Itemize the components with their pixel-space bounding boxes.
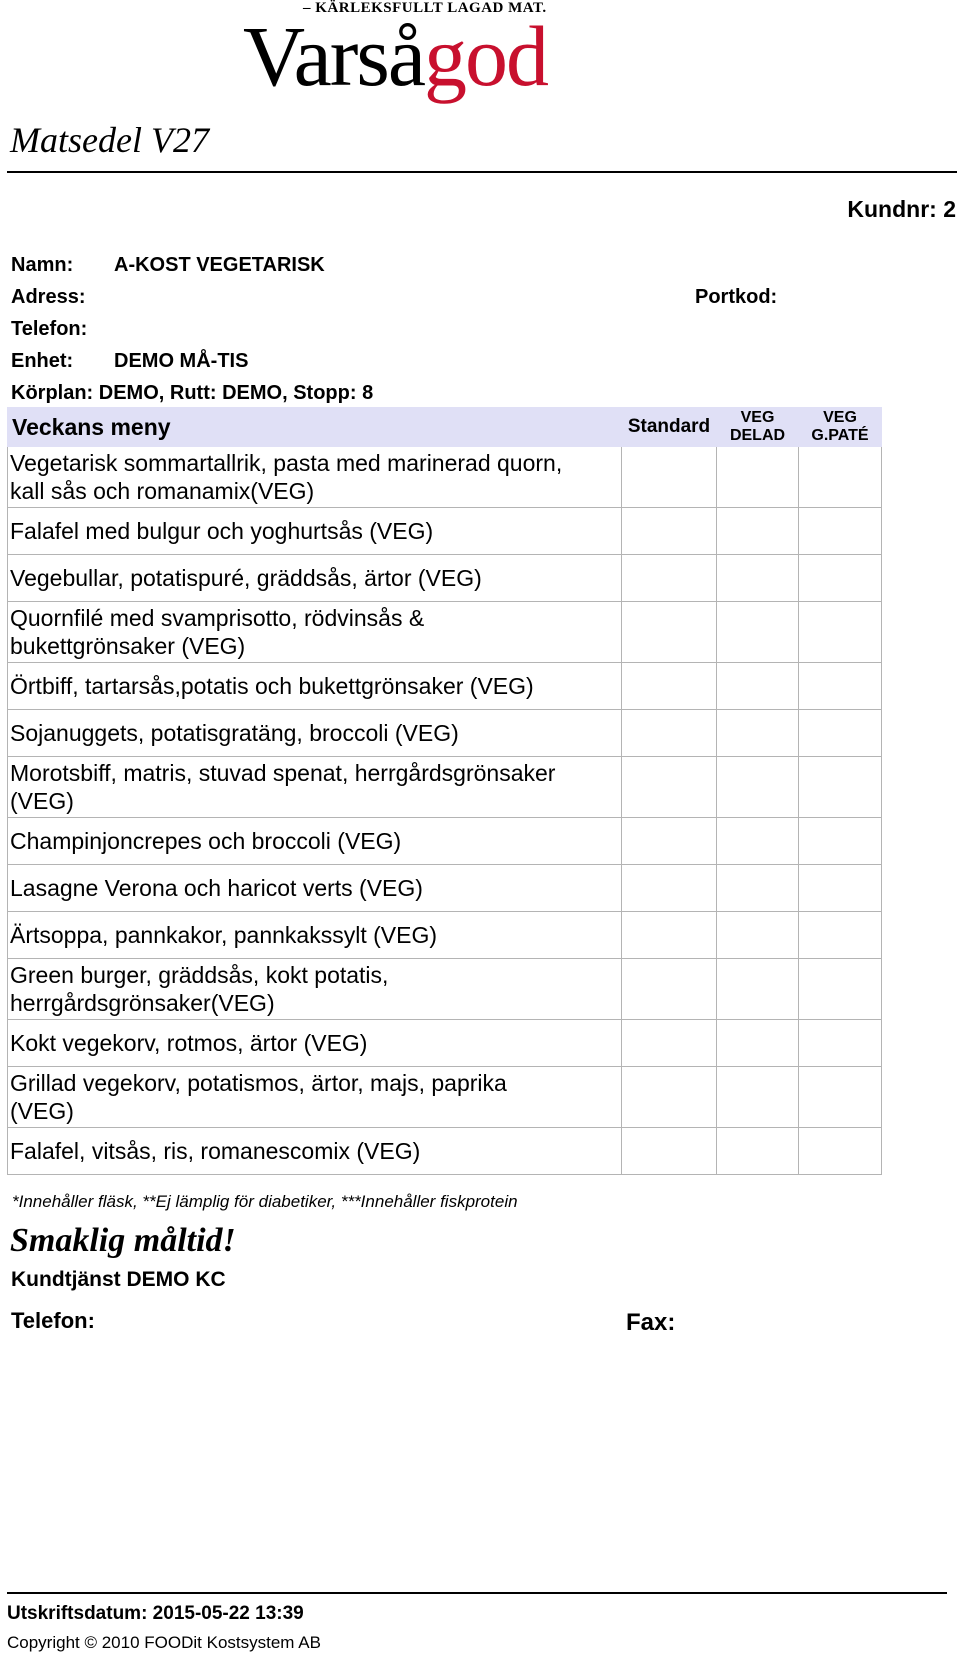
veg-delad-qty-cell[interactable] bbox=[717, 508, 799, 555]
standard-qty-cell[interactable] bbox=[622, 757, 717, 818]
title-divider bbox=[7, 171, 957, 173]
name-value: A-KOST VEGETARISK bbox=[114, 254, 325, 276]
dish-cell bbox=[8, 818, 622, 865]
standard-qty-cell[interactable] bbox=[622, 1128, 717, 1175]
dish-line1: Falafel med bulgur och yoghurtsås (VEG) bbox=[10, 518, 434, 544]
dish-line2: (VEG) bbox=[10, 1098, 74, 1124]
veg-pate-qty-cell[interactable] bbox=[799, 865, 882, 912]
veg-pate-qty-cell[interactable] bbox=[799, 710, 882, 757]
copyright: Copyright © 2010 FOODit Kostsystem AB bbox=[7, 1633, 321, 1652]
veg-pate-qty-cell[interactable] bbox=[799, 1128, 882, 1175]
dish-line2: kall sås och romanamix(VEG) bbox=[10, 478, 315, 504]
unit-label: Enhet: bbox=[11, 350, 74, 372]
dish-cell bbox=[8, 1067, 622, 1128]
standard-qty-cell[interactable] bbox=[622, 602, 717, 663]
dish-line1: Grillad vegekorv, potatismos, ärtor, majs, paprika bbox=[10, 1070, 507, 1096]
table-row bbox=[8, 865, 882, 912]
header-weekly-menu: Veckans meny bbox=[8, 408, 622, 447]
customer-number: Kundnr: 2 bbox=[847, 196, 956, 222]
table-row bbox=[8, 555, 882, 602]
portcode-label: Portkod: bbox=[695, 286, 778, 308]
header-veg-pate-line2: G.PATÉ bbox=[811, 427, 869, 444]
table-row bbox=[8, 757, 882, 818]
standard-qty-cell[interactable] bbox=[622, 555, 717, 602]
veg-pate-qty-cell[interactable] bbox=[799, 818, 882, 865]
name-label: Namn: bbox=[11, 254, 74, 276]
table-row bbox=[8, 1020, 882, 1067]
standard-qty-cell[interactable] bbox=[622, 865, 717, 912]
veg-delad-qty-cell[interactable] bbox=[717, 447, 799, 508]
veg-delad-qty-cell[interactable] bbox=[717, 1128, 799, 1175]
phone-label: Telefon: bbox=[11, 318, 88, 340]
footnote: *Innehåller fläsk, **Ej lämplig för diabetiker, ***Innehåller fiskprotein bbox=[12, 1192, 518, 1211]
veg-delad-qty-cell[interactable] bbox=[717, 818, 799, 865]
logo-tagline: – KÄRLEKSFULLT LAGAD MAT. bbox=[303, 0, 547, 16]
veg-pate-qty-cell[interactable] bbox=[799, 959, 882, 1020]
header-veg-delad-line2: DELAD bbox=[729, 427, 786, 444]
table-row bbox=[8, 710, 882, 757]
veg-delad-qty-cell[interactable] bbox=[717, 912, 799, 959]
table-row bbox=[8, 1067, 882, 1128]
footer-divider bbox=[7, 1592, 947, 1594]
service-fax-label: Fax: bbox=[626, 1309, 676, 1336]
table-row bbox=[8, 1128, 882, 1175]
dish-line1: Green burger, gräddsås, kokt potatis, bbox=[10, 962, 389, 988]
dish-cell bbox=[8, 912, 622, 959]
veg-pate-qty-cell[interactable] bbox=[799, 663, 882, 710]
dish-line1: Champinjoncrepes och broccoli (VEG) bbox=[10, 828, 402, 854]
standard-qty-cell[interactable] bbox=[622, 663, 717, 710]
dish-cell bbox=[8, 1128, 622, 1175]
dish-cell bbox=[8, 508, 622, 555]
table-row bbox=[8, 508, 882, 555]
dish-cell bbox=[8, 602, 622, 663]
standard-qty-cell[interactable] bbox=[622, 959, 717, 1020]
logo-word-part2: god bbox=[424, 8, 548, 104]
standard-qty-cell[interactable] bbox=[622, 818, 717, 865]
table-row bbox=[8, 818, 882, 865]
dish-cell bbox=[8, 447, 622, 508]
unit-value: DEMO MÅ-TIS bbox=[114, 350, 249, 372]
dish-cell bbox=[8, 757, 622, 818]
veg-pate-qty-cell[interactable] bbox=[799, 912, 882, 959]
dish-cell bbox=[8, 865, 622, 912]
veg-delad-qty-cell[interactable] bbox=[717, 663, 799, 710]
dish-line1: Lasagne Verona och haricot verts (VEG) bbox=[10, 875, 423, 901]
table-row bbox=[8, 447, 882, 508]
veg-pate-qty-cell[interactable] bbox=[799, 1067, 882, 1128]
dish-line1: Kokt vegekorv, rotmos, ärtor (VEG) bbox=[10, 1030, 368, 1056]
dish-cell bbox=[8, 555, 622, 602]
header-standard: Standard bbox=[622, 408, 717, 447]
logo-wordmark bbox=[243, 8, 547, 104]
veg-delad-qty-cell[interactable] bbox=[717, 1067, 799, 1128]
veg-delad-qty-cell[interactable] bbox=[717, 710, 799, 757]
standard-qty-cell[interactable] bbox=[622, 1067, 717, 1128]
table-row bbox=[8, 663, 882, 710]
customer-service: Kundtjänst DEMO KC bbox=[11, 1268, 226, 1291]
veg-delad-qty-cell[interactable] bbox=[717, 1020, 799, 1067]
dish-line1: Sojanuggets, potatisgratäng, broccoli (VEG) bbox=[10, 720, 459, 746]
dish-line1: Quornfilé med svamprisotto, rödvinsås & bbox=[10, 605, 425, 631]
dish-cell bbox=[8, 1020, 622, 1067]
veg-delad-qty-cell[interactable] bbox=[717, 602, 799, 663]
veg-pate-qty-cell[interactable] bbox=[799, 508, 882, 555]
dish-line2: bukettgrönsaker (VEG) bbox=[10, 633, 246, 659]
veg-pate-qty-cell[interactable] bbox=[799, 602, 882, 663]
address-label: Adress: bbox=[11, 286, 86, 308]
dish-line1: Morotsbiff, matris, stuvad spenat, herrgårdsgrönsaker bbox=[10, 760, 556, 786]
veg-pate-qty-cell[interactable] bbox=[799, 1020, 882, 1067]
route-info: Körplan: DEMO, Rutt: DEMO, Stopp: 8 bbox=[11, 382, 374, 404]
veg-delad-qty-cell[interactable] bbox=[717, 959, 799, 1020]
brand-logo bbox=[243, 0, 603, 115]
page-title: Matsedel V27 bbox=[10, 120, 209, 160]
dish-line2: herrgårdsgrönsaker(VEG) bbox=[10, 990, 275, 1016]
dish-line1: Falafel, vitsås, ris, romanescomix (VEG) bbox=[10, 1138, 421, 1164]
header-veg-pate-line1: VEG bbox=[823, 409, 857, 426]
standard-qty-cell[interactable] bbox=[622, 1020, 717, 1067]
veg-pate-qty-cell[interactable] bbox=[799, 555, 882, 602]
table-row bbox=[8, 912, 882, 959]
standard-qty-cell[interactable] bbox=[622, 447, 717, 508]
closing-greeting: Smaklig måltid! bbox=[10, 1222, 236, 1259]
dish-cell bbox=[8, 710, 622, 757]
weekly-menu-table bbox=[7, 407, 882, 1175]
logo-word-part1: Varså bbox=[243, 8, 425, 104]
veg-pate-qty-cell[interactable] bbox=[799, 447, 882, 508]
standard-qty-cell[interactable] bbox=[622, 508, 717, 555]
dish-cell bbox=[8, 663, 622, 710]
dish-line1: Ärtsoppa, pannkakor, pannkakssylt (VEG) bbox=[10, 922, 437, 948]
header-veg-pate bbox=[799, 408, 882, 447]
veg-delad-qty-cell[interactable] bbox=[717, 555, 799, 602]
header-veg-delad bbox=[717, 408, 799, 447]
service-phone-label: Telefon: bbox=[11, 1308, 95, 1333]
standard-qty-cell[interactable] bbox=[622, 912, 717, 959]
header-veg-delad-line1: VEG bbox=[740, 409, 775, 426]
dish-line2: (VEG) bbox=[10, 788, 74, 814]
veg-pate-qty-cell[interactable] bbox=[799, 757, 882, 818]
dish-line1: Vegetarisk sommartallrik, pasta med marinerad quorn, bbox=[10, 450, 563, 476]
veg-delad-qty-cell[interactable] bbox=[717, 757, 799, 818]
dish-line1: Vegebullar, potatispuré, gräddsås, ärtor (VEG) bbox=[10, 565, 482, 591]
table-row bbox=[8, 602, 882, 663]
table-row bbox=[8, 959, 882, 1020]
print-date: Utskriftsdatum: 2015-05-22 13:39 bbox=[7, 1603, 304, 1624]
dish-cell bbox=[8, 959, 622, 1020]
veg-delad-qty-cell[interactable] bbox=[717, 865, 799, 912]
menu-table-header bbox=[8, 408, 882, 447]
dish-line1: Örtbiff, tartarsås,potatis och bukettgrönsaker (VEG) bbox=[10, 673, 534, 699]
standard-qty-cell[interactable] bbox=[622, 710, 717, 757]
